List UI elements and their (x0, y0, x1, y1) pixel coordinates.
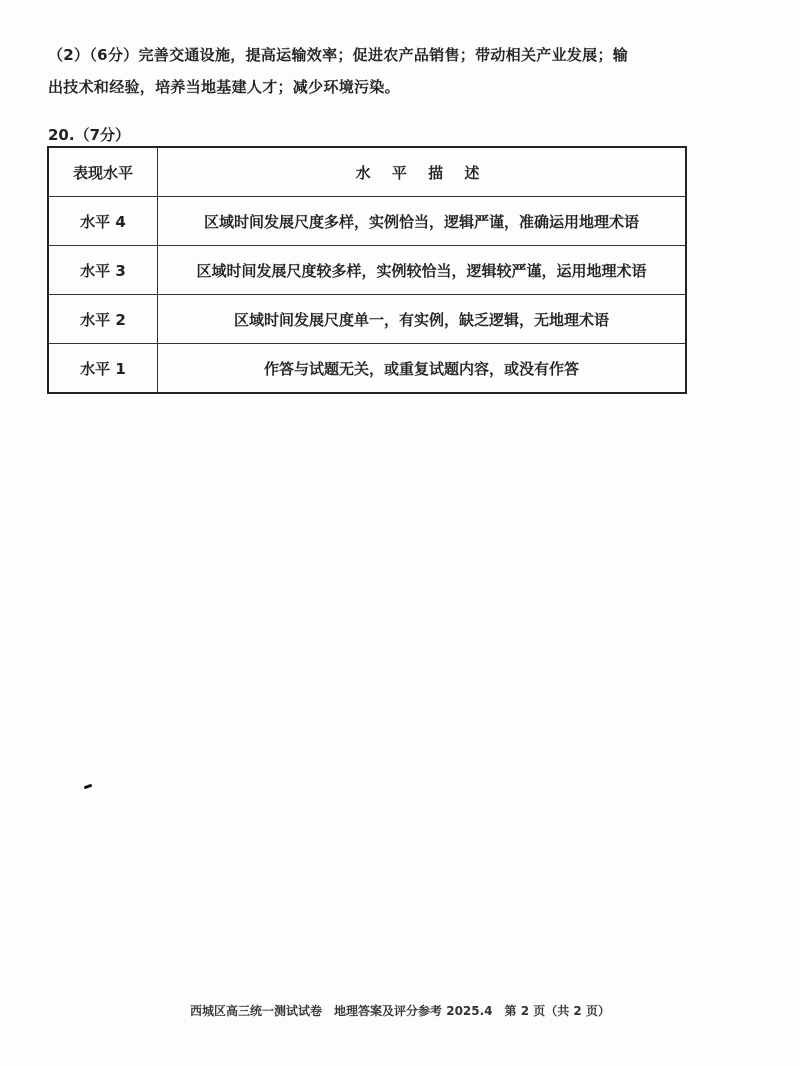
header-performance-level: 表现水平 (48, 147, 158, 197)
page-footer: 西城区高三统一测试试卷 地理答案及评分参考 2025.4 第 2 页（共 2 页） (190, 1004, 610, 1018)
level-cell: 水平 3 (48, 246, 158, 295)
level-cell: 水平 1 (48, 344, 158, 394)
level-cell: 水平 4 (48, 197, 158, 246)
table-row (48, 344, 686, 394)
table-header-row (48, 147, 686, 197)
header-level-description: 水 平 描 述 (158, 147, 687, 197)
description-cell: 区域时间发展尺度较多样，实例较恰当，逻辑较严谨，运用地理术语 (158, 246, 687, 295)
table-row (48, 295, 686, 344)
question-20-heading: 20.（7分） (48, 126, 131, 144)
answer-text-line-1: （2）（6分）完善交通设施，提高运输效率；促进农产品销售；带动相关产业发展；输 (48, 46, 629, 64)
answer-text-line-2: 出技术和经验，培养当地基建人才；减少环境污染。 (48, 78, 400, 96)
description-cell: 区域时间发展尺度多样，实例恰当，逻辑严谨，准确运用地理术语 (158, 197, 687, 246)
description-cell: 作答与试题无关，或重复试题内容，或没有作答 (158, 344, 687, 394)
description-cell: 区域时间发展尺度单一，有实例，缺乏逻辑，无地理术语 (158, 295, 687, 344)
scoring-rubric-table (47, 146, 687, 394)
level-cell: 水平 2 (48, 295, 158, 344)
table-row (48, 197, 686, 246)
stray-ink-mark (84, 784, 93, 790)
table-row (48, 246, 686, 295)
